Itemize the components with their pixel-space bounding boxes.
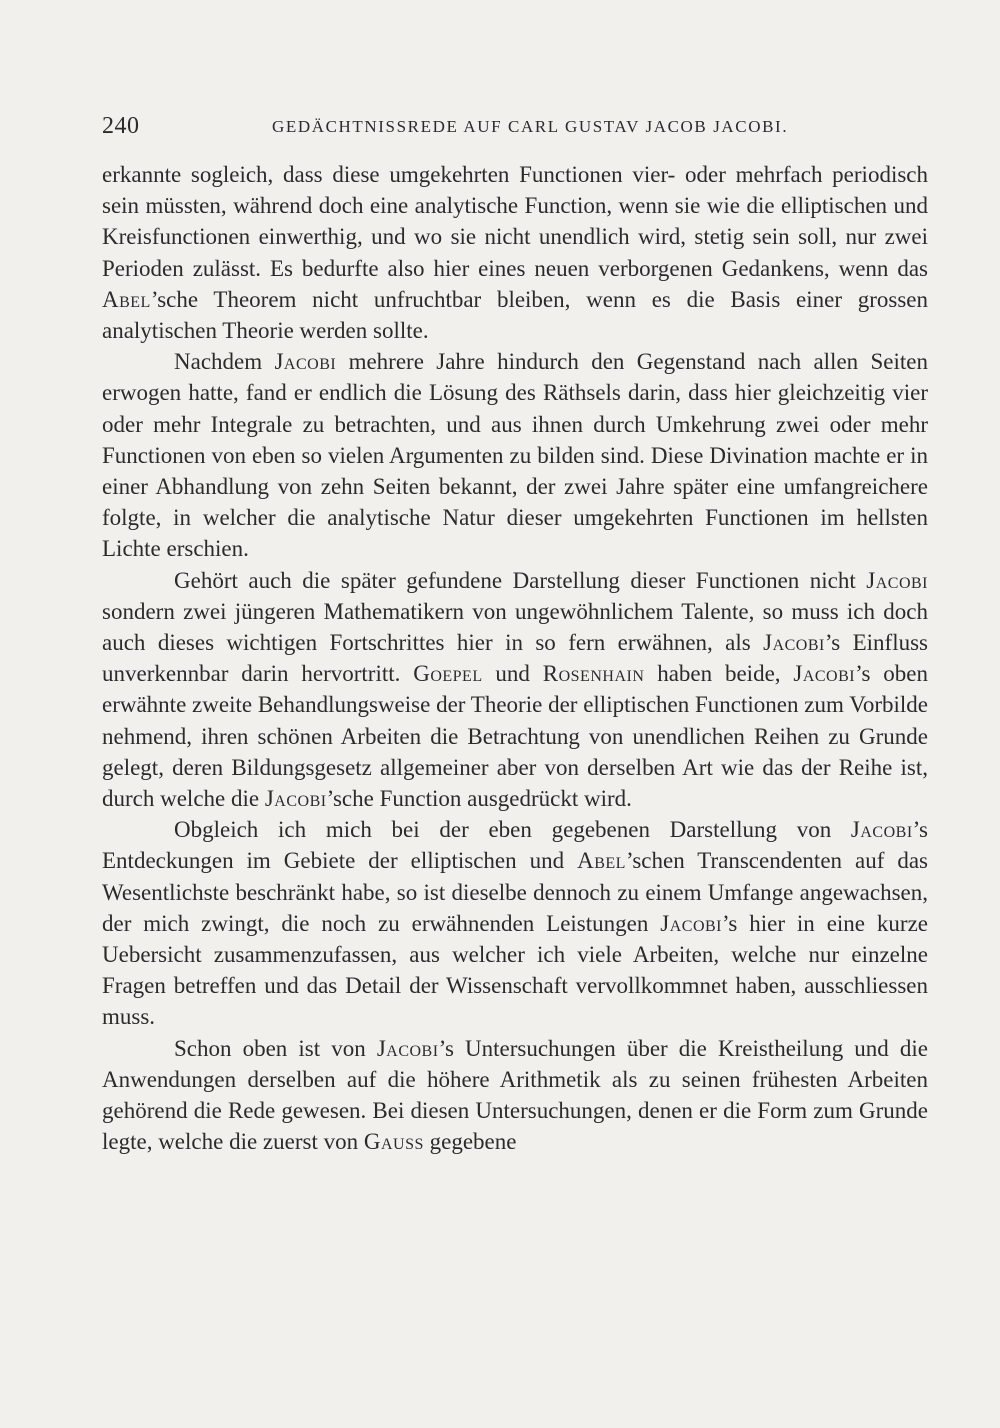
text-run: erkannte sogleich, dass diese umgekehrten Functionen vier- oder mehrfach periodisch sein müssten, während doch eine analytische Function, wenn sie wie die elliptischen und Kreisfunctionen einwerthig, und wo sie nicht unendlich wird, stetig sein soll, nur zwei Perioden zulässt. Es bedurfte also hier eines neuen verborgenen Gedankens, wenn das (102, 162, 928, 281)
person-name: Rosenhain (542, 661, 645, 687)
person-name: Goepel (413, 661, 483, 687)
person-name: Abel (577, 848, 626, 874)
paragraph (102, 346, 928, 564)
text-run: und (482, 661, 543, 687)
running-title: GEDÄCHTNISSREDE AUF CARL GUSTAV JACOB JACOBI. (272, 117, 789, 136)
person-name: Jacobi (850, 817, 913, 843)
person-name: Abel (102, 286, 151, 312)
text-run: ’s Entdeckungen im Gebiete der elliptischen und (102, 817, 928, 874)
text-run: mehrere Jahre hindurch den Gegenstand nach allen Seiten erwogen hatte, fand er endlich die Lösung des Räthsels darin, dass hier gleichzeitig vier oder mehr Integrale zu betrachten, und aus ihnen durch Umkehrung zwei oder mehr Functionen von eben so vielen Argumenten zu bilden sind. Diese Divination machte er in einer Abhandlung von zehn Seiten bekannt, der zwei Jahre später eine umfangreichere folgte, in welcher die analytische Natur dieser umgekehrten Functionen im hellsten Lichte erschien. (102, 349, 928, 562)
body-text (102, 159, 928, 1158)
person-name: Jacobi (376, 1035, 439, 1061)
paragraph (102, 814, 928, 1032)
text-run: gegebene (423, 1129, 517, 1155)
text-run: ’s oben erwähnte zweite Behandlungsweise der Theorie der elliptischen Functionen zum Vorbilde nehmend, ihren schönen Arbeiten die Betrachtung von unendlichen Reihen zu Grunde gelegt, deren Bildungsgesetz allgemeiner aber von derselben Art wie das der Reihe ist, durch welche die (102, 661, 928, 812)
text-run: ’sche Theorem nicht unfruchtbar bleiben, wenn es die Basis einer grossen analytischen Theorie werden sollte. (102, 286, 928, 344)
text-run: ’sche Function ausgedrückt wird. (326, 786, 632, 812)
text-run: Gehört auch die später gefundene Darstellung dieser Functionen nicht (174, 567, 867, 593)
text-run: Obgleich ich mich bei der eben gegebenen Darstellung von (174, 817, 851, 843)
text-run: sondern zwei jüngeren Mathematikern von ungewöhnlichem Talente, so muss ich doch auch dieses wichtigen Fortschrittes hier in so fern erwähnen, als (102, 598, 928, 656)
person-name: Jacobi (866, 567, 928, 593)
text-run: Nachdem (174, 349, 275, 375)
text-run: haben beide, (644, 661, 794, 687)
text-run: ’schen Transcendenten auf das Wesentlichste beschränkt habe, so ist dieselbe dennoch zu einem Umfange angewachsen, der mich zwingt, die noch zu erwähnenden Leistungen (102, 848, 929, 936)
person-name: Jacobi (264, 786, 327, 812)
text-run: ’s Einfluss unverkennbar darin hervortritt. (102, 630, 928, 687)
paragraph (102, 159, 928, 346)
page-number: 240 (102, 113, 140, 139)
paragraph (102, 565, 928, 815)
person-name: Gauss (363, 1129, 424, 1155)
person-name: Jacobi (793, 661, 856, 687)
person-name: Jacobi (660, 910, 722, 936)
text-run: Schon oben ist von (174, 1035, 377, 1061)
paragraph (102, 1033, 928, 1158)
person-name: Jacobi (763, 630, 825, 656)
page-header (102, 113, 930, 147)
person-name: Jacobi (274, 349, 337, 375)
text-run: ’s hier in eine kurze Uebersicht zusammenzufassen, aus welcher ich viele Arbeiten, welche nur einzelne Fragen betreffen und das Detail der Wissenschaft vervollkommnet haben, ausschliessen muss. (102, 910, 928, 1030)
text-run: ’s Untersuchungen über die Kreistheilung und die Anwendungen derselben auf die höhere Arithmetik als zu seinen frühesten Arbeiten gehörend die Rede gewesen. Bei diesen Untersuchungen, denen er die Form zum Grunde legte, welche die zuerst von (102, 1035, 928, 1155)
